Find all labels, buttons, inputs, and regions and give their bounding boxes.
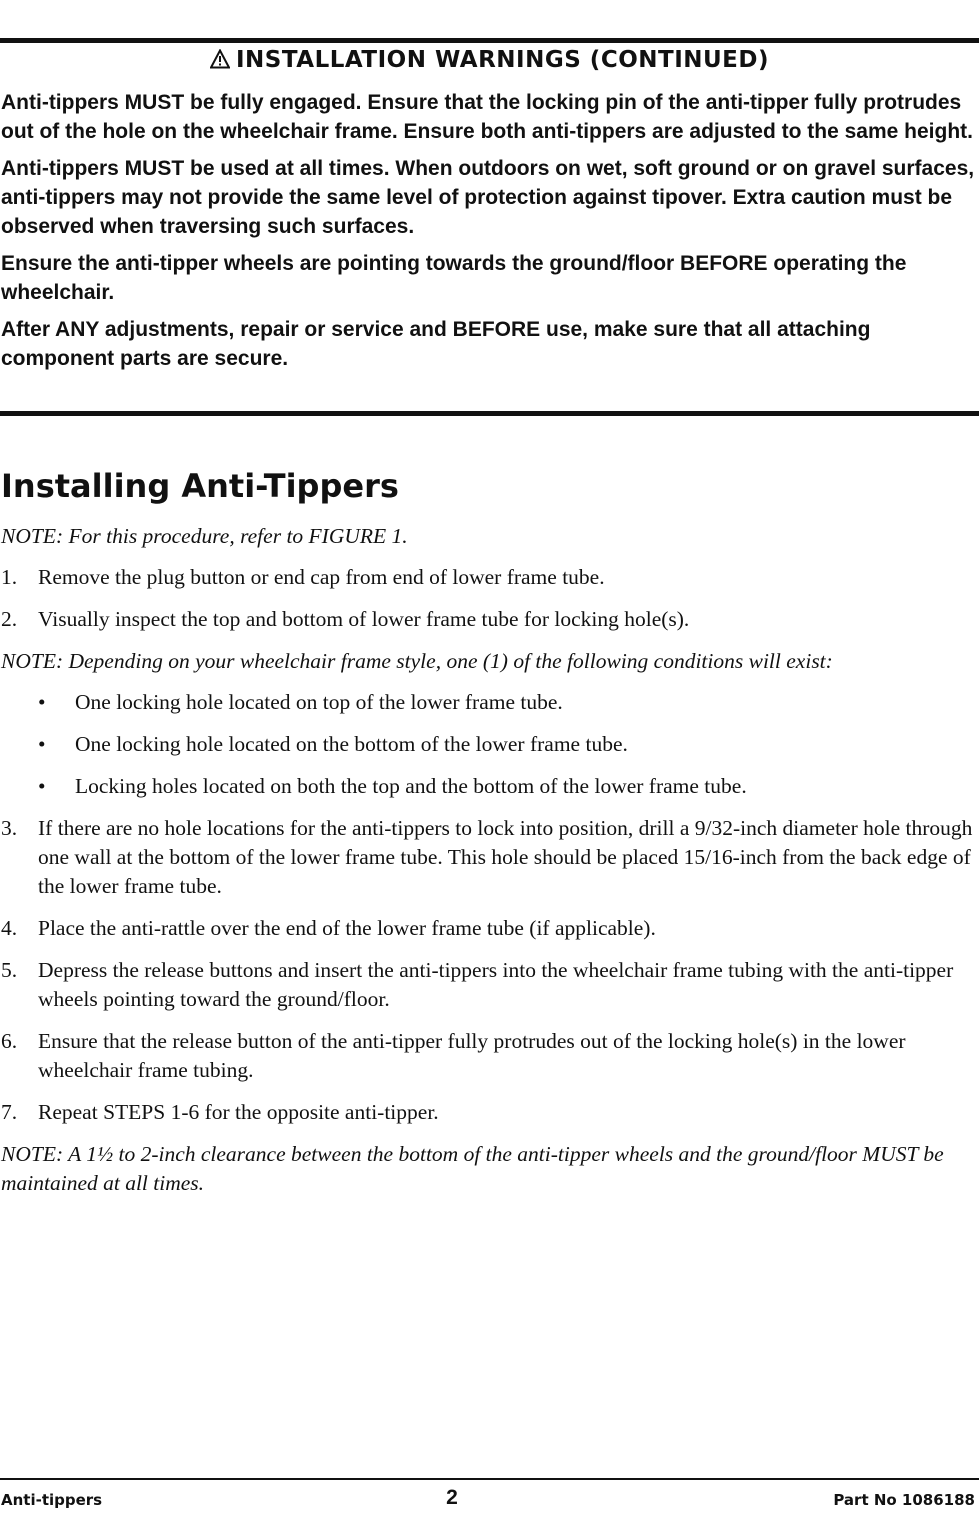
warning-heading-text: INSTALLATION WARNINGS (CONTINUED)	[236, 47, 769, 73]
step-number: 5.	[1, 958, 18, 982]
page-footer	[0, 1488, 979, 1512]
bullet-item	[1, 688, 973, 717]
step-number: 7.	[1, 1100, 18, 1124]
warning-triangle-icon	[210, 46, 230, 78]
note-conditions: NOTE: Depending on your wheelchair frame style, one (1) of the following conditions will exist:	[1, 649, 833, 673]
step-text: Repeat STEPS 1-6 for the opposite anti-tipper.	[38, 1100, 439, 1124]
warning-paragraph: Anti-tippers MUST be used at all times. When outdoors on wet, soft ground or on gravel surfaces, anti-tippers may not provide the same level of protection against tipover. Extra caution must be observed when traversing such surfaces.	[1, 157, 975, 238]
step-item	[1, 605, 973, 634]
step-item	[1, 563, 973, 592]
warning-paragraph: After ANY adjustments, repair or service and BEFORE use, make sure that all attaching component parts are secure.	[1, 318, 871, 370]
step-number: 1.	[1, 565, 18, 589]
footer-rule	[0, 1478, 979, 1480]
bullet-text: Locking holes located on both the top and the bottom of the lower frame tube.	[75, 774, 747, 798]
step-item	[1, 956, 973, 1014]
step-item	[1, 914, 973, 943]
bullet-icon: •	[38, 690, 46, 714]
warning-paragraph: Anti-tippers MUST be fully engaged. Ensure that the locking pin of the anti-tipper fully protrudes out of the hole on the wheelchair frame. Ensure both anti-tippers are adjusted to the same height.	[1, 91, 973, 143]
step-number: 3.	[1, 816, 18, 840]
step-text: Depress the release buttons and insert the anti-tippers into the wheelchair frame tubing with the anti-tipper wheels pointing toward the ground/floor.	[38, 958, 954, 1011]
bullet-text: One locking hole located on the bottom of the lower frame tube.	[75, 732, 628, 756]
page-number: 2	[446, 1486, 458, 1509]
note-clearance: NOTE: A 1½ to 2-inch clearance between the bottom of the anti-tipper wheels and the ground/floor MUST be maintained at all times.	[1, 1142, 944, 1195]
step-item	[1, 1027, 973, 1085]
step-number: 6.	[1, 1029, 18, 1053]
warning-paragraph: Ensure the anti-tipper wheels are pointing towards the ground/floor BEFORE operating the wheelchair.	[1, 252, 907, 304]
step-text: Visually inspect the top and bottom of lower frame tube for locking hole(s).	[38, 607, 690, 631]
step-text: If there are no hole locations for the anti-tippers to lock into position, drill a 9/32-inch diameter hole through one wall at the bottom of the lower frame tube. This hole should be placed 15/16-inch from the back edge of the lower frame tube.	[38, 816, 973, 898]
note-intro: NOTE: For this procedure, refer to FIGURE 1.	[1, 524, 408, 548]
bullet-item	[1, 772, 973, 801]
bullet-item	[1, 730, 973, 759]
procedure-content	[1, 522, 973, 1210]
part-number: Part No 1086188	[833, 1491, 975, 1509]
step-number: 4.	[1, 916, 18, 940]
bullet-icon: •	[38, 732, 46, 756]
step-number: 2.	[1, 607, 18, 631]
bullet-text: One locking hole located on top of the lower frame tube.	[75, 690, 563, 714]
step-text: Remove the plug button or end cap from end of lower frame tube.	[38, 565, 605, 589]
warning-body	[1, 88, 976, 381]
section-title: Installing Anti-Tippers	[1, 467, 399, 505]
step-item	[1, 814, 973, 901]
step-text: Place the anti-rattle over the end of the lower frame tube (if applicable).	[38, 916, 656, 940]
step-text: Ensure that the release button of the anti-tipper fully protrudes out of the locking hole(s) in the lower wheelchair frame tubing.	[38, 1029, 906, 1082]
warning-heading	[0, 44, 979, 78]
bullet-icon: •	[38, 774, 46, 798]
warning-bottom-rule	[0, 411, 979, 416]
warning-top-rule	[0, 38, 979, 43]
step-item	[1, 1098, 973, 1127]
footer-section-name: Anti-tippers	[1, 1491, 103, 1509]
